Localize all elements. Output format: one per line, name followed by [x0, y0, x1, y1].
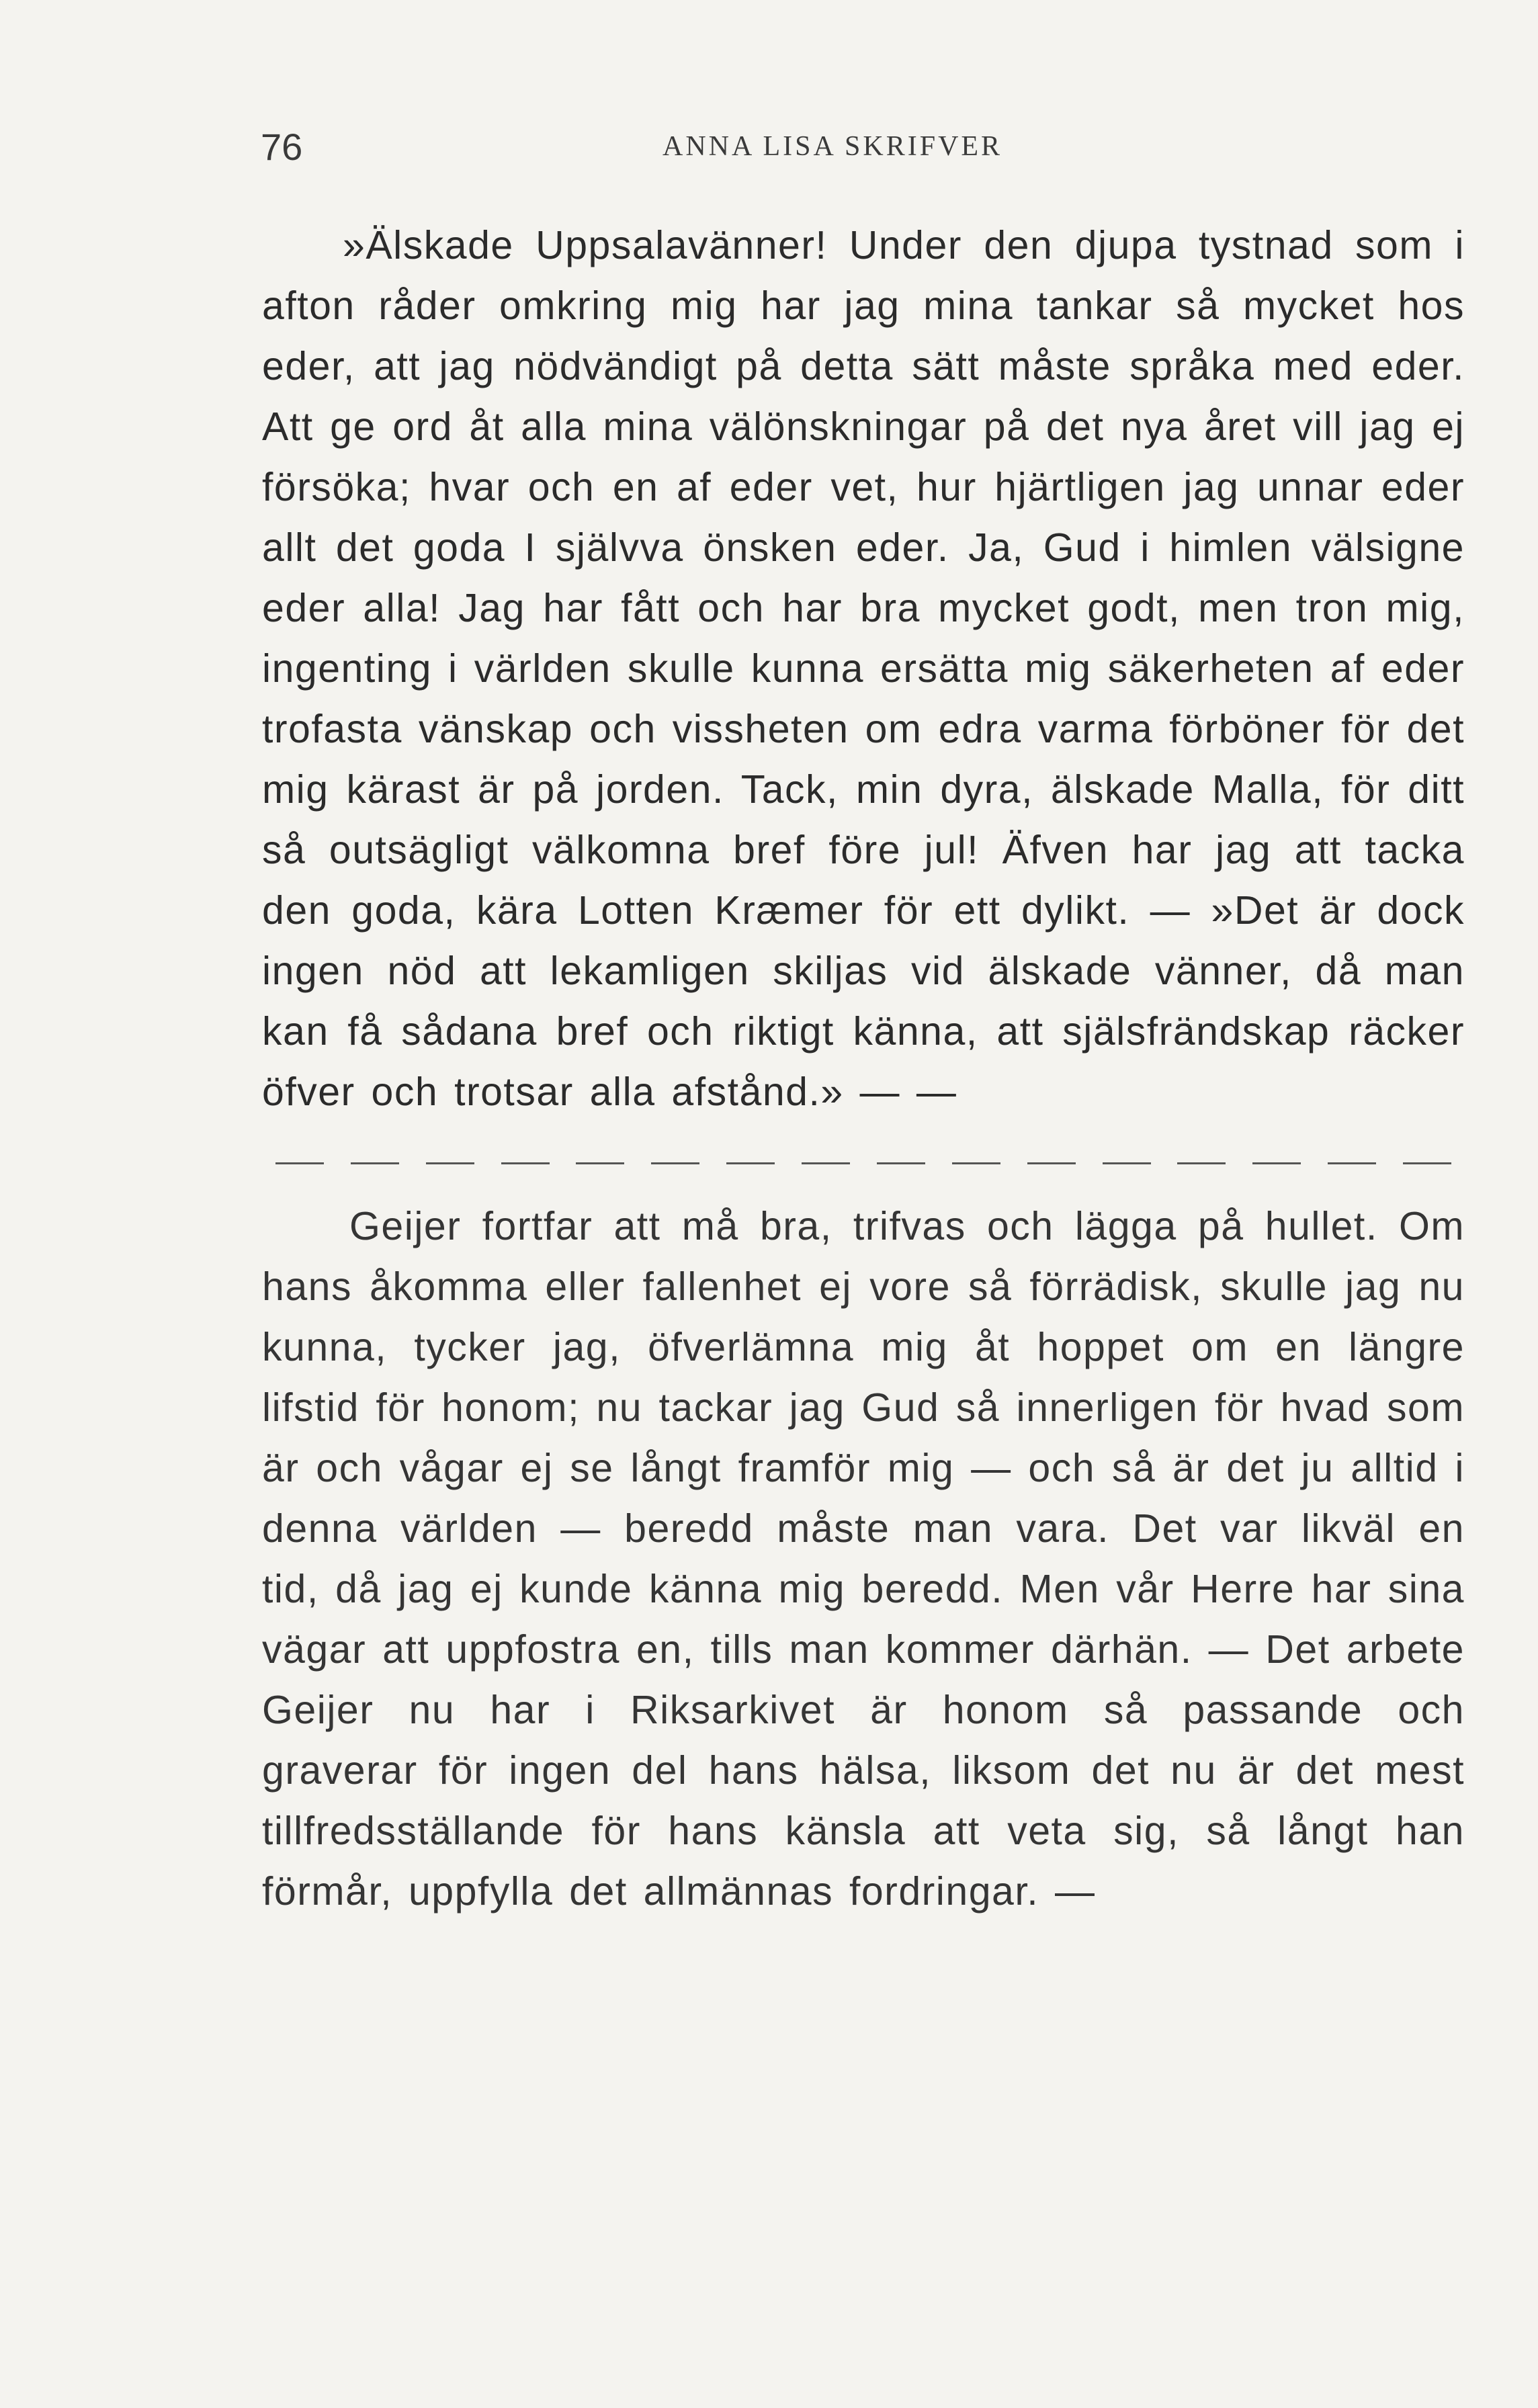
separator-dash [952, 1162, 1000, 1164]
separator-dash [1252, 1162, 1301, 1164]
running-head: ANNA LISA SKRIFVER [663, 131, 1003, 162]
separator-dash [351, 1162, 399, 1164]
separator-dash [651, 1162, 699, 1164]
separator-dash [1403, 1162, 1451, 1164]
page-header [261, 121, 1457, 175]
separator-dash [501, 1162, 550, 1164]
separator-dash [877, 1162, 925, 1164]
separator-dash [576, 1162, 624, 1164]
separator-dash [726, 1162, 775, 1164]
separator-dash [1103, 1162, 1151, 1164]
letter-paragraph: »Älskade Uppsalavänner! Under den djupa tystnad som i afton råder omkring mig har jag mina tankar så mycket hos eder, att jag nödvändigt på detta sätt måste språka med eder. Att ge ord åt alla mina välönskningar på det nya året vill jag ej försöka; hvar och en af eder vet, hur hjärtligen jag unnar eder allt det goda I självva önsken eder. Ja, Gud i himlen välsigne eder alla! Jag har fått och har bra mycket godt, men tron mig, ingenting i världen skulle kunna ersätta mig säkerheten af eder trofasta vänskap och vissheten om edra varma förböner för det mig kärast är på jorden. Tack, min dyra, älskade Malla, för ditt så outsägligt välkomna bref före jul! Äfven har jag att tacka den goda, kära Lotten Kræmer för ett dylikt. — »Det är dock ingen nöd att lekamligen skiljas vid älskade vänner, då man kan få sådana bref och riktigt känna, att själsfrändskap räcker öfver och trotsar alla afstånd.» — — [262, 223, 1465, 1114]
separator-dash [1328, 1162, 1376, 1164]
body-text [262, 215, 1465, 1922]
page-number: 76 [261, 126, 303, 168]
separator-dash [802, 1162, 850, 1164]
separator-dash [1177, 1162, 1226, 1164]
section-separator [262, 1122, 1465, 1196]
narrative-paragraph: Geijer fortfar att må bra, trifvas och lägga på hullet. Om hans åkomma eller fallenhet ej vore så förrädisk, skulle jag nu kunna, tycker jag, öfverlämna mig åt hoppet om en längre lifstid för honom; nu tackar jag Gud så innerligen för hvad som är och vågar ej se långt framför mig — och så är det ju alltid i denna världen — beredd måste man vara. Det var likväl en tid, då jag ej kunde känna mig beredd. Men vår Herre har sina vägar att uppfostra en, tills man kommer därhän. — Det arbete Geijer nu har i Riksarkivet är honom så passande och graverar för ingen del hans hälsa, liksom det nu är det mest tillfredsställande för hans känsla att veta sig, så långt han förmår, uppfylla det allmännas fordringar. — [262, 1204, 1465, 1914]
separator-dash [426, 1162, 474, 1164]
separator-dash [1027, 1162, 1076, 1164]
separator-dash [275, 1162, 324, 1164]
